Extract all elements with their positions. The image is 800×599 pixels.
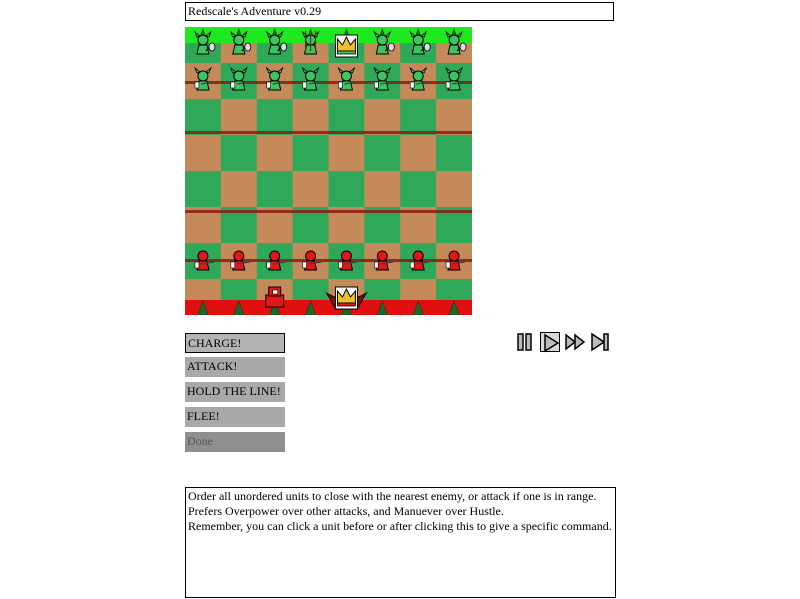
board-grid[interactable]: [185, 27, 472, 315]
board-square[interactable]: [221, 99, 257, 136]
flee-button[interactable]: FLEE!: [185, 407, 285, 427]
board-square[interactable]: [436, 135, 472, 172]
bottom-border: [185, 300, 472, 315]
skip-to-end-icon: [590, 332, 610, 352]
charge-button[interactable]: CHARGE!: [185, 333, 285, 353]
hold-the-line-button[interactable]: HOLD THE LINE!: [185, 382, 285, 402]
board-square[interactable]: [400, 99, 436, 136]
board-square[interactable]: [257, 135, 293, 172]
board-square[interactable]: [364, 171, 400, 208]
pause-icon: [515, 332, 535, 352]
board-square[interactable]: [257, 99, 293, 136]
window-title: Redscale's Adventure v0.29: [185, 2, 614, 21]
board-square[interactable]: [185, 99, 221, 136]
banner-line: [185, 210, 472, 213]
banner-line: [185, 131, 472, 134]
play-button[interactable]: [540, 332, 560, 352]
fast-forward-icon: [565, 332, 585, 352]
info-box: [185, 487, 616, 598]
board-square[interactable]: [400, 171, 436, 208]
board-square[interactable]: [436, 99, 472, 136]
board-square[interactable]: [221, 171, 257, 208]
board-square[interactable]: [329, 99, 365, 136]
board-square[interactable]: [436, 171, 472, 208]
board-square[interactable]: [364, 99, 400, 136]
board-square[interactable]: [221, 135, 257, 172]
green-king-piece[interactable]: [335, 35, 357, 57]
done-button: Done: [185, 432, 285, 452]
skip-to-end-button[interactable]: [590, 332, 610, 352]
game-board[interactable]: [185, 27, 472, 315]
board-square[interactable]: [329, 171, 365, 208]
board-square[interactable]: [293, 99, 329, 136]
board-square[interactable]: [257, 171, 293, 208]
board-square[interactable]: [185, 171, 221, 208]
board-square[interactable]: [293, 171, 329, 208]
fast-forward-button[interactable]: [565, 332, 585, 352]
attack-button[interactable]: ATTACK!: [185, 357, 285, 377]
info-line: Order all unordered units to close with the nearest enemy, or attack if one is in range.: [188, 489, 597, 503]
pause-button[interactable]: [515, 332, 535, 352]
red-rook-piece[interactable]: [266, 287, 284, 307]
board-square[interactable]: [329, 135, 365, 172]
info-line: Remember, you can click a unit before or after clicking this to give a specific command.: [188, 519, 612, 533]
board-square[interactable]: [400, 135, 436, 172]
board-square[interactable]: [293, 135, 329, 172]
play-icon: [541, 333, 561, 353]
board-square[interactable]: [364, 135, 400, 172]
board-square[interactable]: [185, 135, 221, 172]
top-border: [185, 27, 472, 43]
info-line: Prefers Overpower over other attacks, and Manuever over Hustle.: [188, 504, 504, 518]
